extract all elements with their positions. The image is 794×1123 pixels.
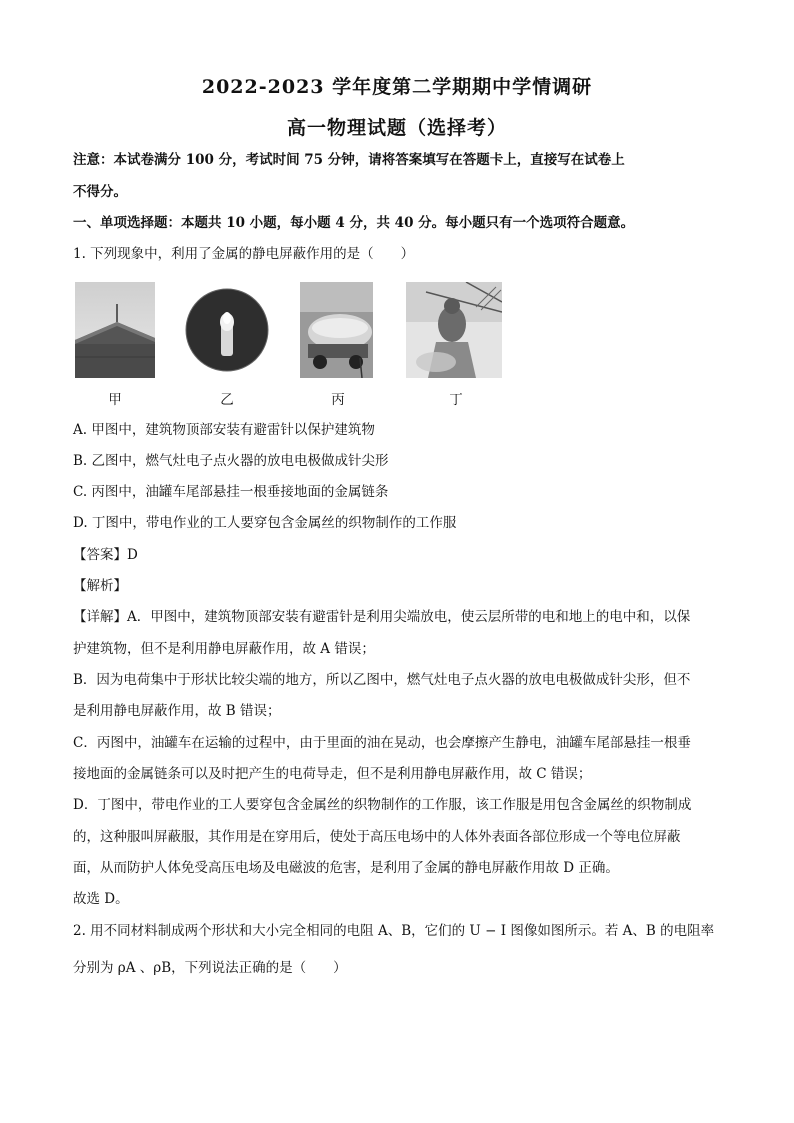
analysis-line: C．丙图中，油罐车在运输的过程中，由于里面的油在晃动，也会摩擦产生静电，油罐车尾部悬挂一根垂	[73, 735, 691, 751]
question-2-stem-line-1: 2. 用不同材料制成两个形状和大小完全相同的电阻 A、B，它们的 U − I 图像如图所示。若 A、B 的电阻率	[73, 923, 715, 939]
analysis-line: 护建筑物，但不是利用静电屏蔽作用，故 A 错误；	[73, 641, 375, 657]
analysis-line: 【详解】A．甲图中，建筑物顶部安装有避雷针是利用尖端放电，使云层所带的电和地上的电中和，以保	[73, 609, 691, 625]
analysis-label: 【解析】	[73, 578, 127, 594]
option-a: A. 甲图中，建筑物顶部安装有避雷针以保护建筑物	[73, 422, 375, 438]
live-line-worker-photo	[406, 282, 502, 378]
question-2-stem-line-2: 分别为 ρA 、ρB，下列说法正确的是（ ）	[73, 960, 347, 976]
building-with-lightning-rod-photo	[75, 282, 155, 378]
option-d: D. 丁图中，带电作业的工人要穿包含金属丝的织物制作的工作服	[73, 515, 457, 531]
analysis-line: D．丁图中，带电作业的工人要穿包含金属丝的织物制作的工作服，该工作服是用包含金属丝的织物制成	[73, 797, 692, 813]
analysis-line: 是利用静电屏蔽作用，故 B 错误；	[73, 703, 281, 719]
analysis-line: 的，这种服叫屏蔽服，其作用是在穿用后，使处于高压电场中的人体外表面各部位形成一个等电位屏蔽	[73, 829, 681, 845]
question-1-stem: 1. 下列现象中，利用了金属的静电屏蔽作用的是（ ）	[73, 246, 415, 262]
photo-caption-jia: 甲	[108, 392, 122, 408]
photo-caption-bing: 丙	[331, 392, 345, 408]
exam-subtitle: 高一物理试题（选择考）	[286, 117, 507, 139]
notice-line-2: 不得分。	[73, 184, 127, 200]
analysis-line: 面，从而防护人体免受高压电场及电磁波的危害，是利用了金属的静电屏蔽作用故 D 正确。	[73, 860, 619, 876]
analysis-line: 故选 D。	[73, 891, 129, 907]
option-c: C. 丙图中，油罐车尾部悬挂一根垂接地面的金属链条	[73, 484, 389, 500]
answer-line: 【答案】D	[73, 547, 138, 563]
notice-line-1: 注意：本试卷满分 100 分，考试时间 75 分钟，请将答案填写在答题卡上，直接写在试卷上	[73, 152, 625, 168]
section-heading: 一、单项选择题：本题共 10 小题，每小题 4 分，共 40 分。每小题只有一个选项符合题意。	[73, 215, 635, 231]
option-b: B. 乙图中，燃气灶电子点火器的放电电极做成针尖形	[73, 453, 389, 469]
photo-caption-ding: 丁	[449, 392, 463, 408]
photo-caption-yi: 乙	[220, 392, 234, 408]
exam-title: 2022-2023 学年度第二学期期中学情调研	[201, 76, 593, 98]
analysis-line: 接地面的金属链条可以及时把产生的电荷导走，但不是利用静电屏蔽作用，故 C 错误；	[73, 766, 592, 782]
analysis-line: B．因为电荷集中于形状比较尖端的地方，所以乙图中，燃气灶电子点火器的放电电极做成针尖形，但不	[73, 672, 691, 688]
oil-tanker-truck-photo	[300, 282, 373, 378]
gas-stove-igniter-photo	[185, 282, 269, 378]
